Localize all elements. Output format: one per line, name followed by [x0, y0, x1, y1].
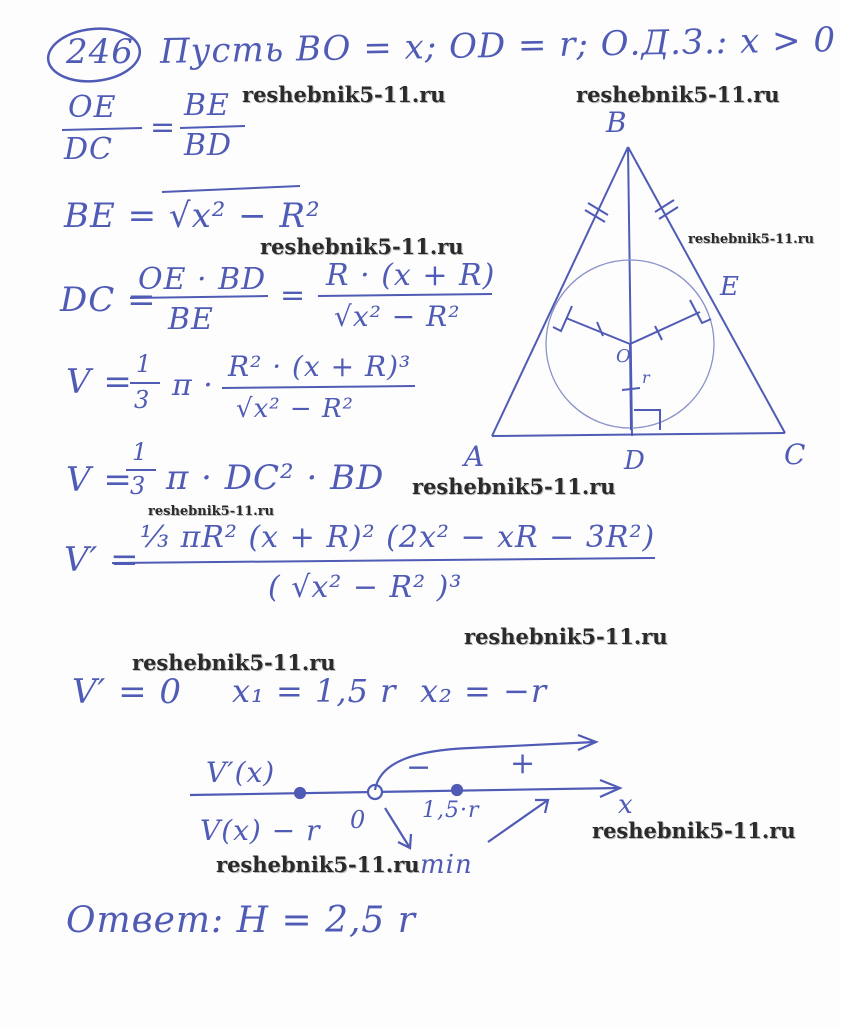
ratio-den-right: BD: [184, 128, 233, 163]
be-formula: BE = √x² − R²: [64, 196, 321, 236]
v2-rest: π · DC² · BD: [166, 458, 385, 498]
dc-bar-2: [318, 294, 492, 296]
v1-num: R² · (x + R)³: [228, 350, 412, 383]
dc-lhs: DC =: [60, 280, 157, 320]
watermark: reshebnik5-11.ru: [260, 234, 464, 259]
vd-bar: [112, 558, 655, 563]
dc-num-1: OE · BD: [138, 262, 267, 297]
increase-arrow: [488, 800, 548, 842]
vd-num: ⅓ πR² (x + R)² (2x² − xR − 3R²): [140, 520, 656, 555]
side-ab: [492, 147, 628, 436]
watermark: reshebnik5-11.ru: [412, 474, 616, 499]
point-minus-r: [295, 788, 305, 798]
problem-intro: Пусть BO = x; OD = r; О.Д.З.: x > 0: [159, 20, 837, 72]
ratio-eq: =: [150, 110, 177, 145]
ratio-bar-left: [62, 128, 142, 130]
point-1-5r: [452, 785, 462, 795]
watermark: reshebnik5-11.ru: [148, 504, 275, 519]
ratio-num-right: BE: [184, 88, 230, 123]
v1-pi: π ·: [172, 368, 214, 403]
point-e: E: [720, 272, 740, 302]
v2-coef-den: 3: [130, 472, 147, 500]
watermark: reshebnik5-11.ru: [592, 818, 796, 843]
nl-plus: +: [510, 746, 537, 781]
v2-lhs: V =: [66, 460, 133, 500]
nl-zero: 0: [350, 806, 367, 834]
vd-lhs: V′ =: [64, 540, 140, 580]
watermark: reshebnik5-11.ru: [464, 624, 668, 649]
decrease-arrow: [385, 808, 410, 848]
v1-den: √x² − R²: [236, 394, 354, 424]
nl-axis: x: [618, 790, 634, 820]
ratio-den-left: DC: [64, 132, 114, 167]
vertex-b: B: [606, 106, 628, 139]
radius-right: [630, 312, 700, 344]
tick-radius-left: [597, 322, 603, 336]
watermark: reshebnik5-11.ru: [688, 232, 815, 247]
watermark: reshebnik5-11.ru: [576, 82, 780, 107]
dc-eq: =: [280, 278, 307, 313]
tick-radius-d: [622, 388, 640, 390]
center-o: O: [616, 346, 632, 367]
point-d: D: [624, 446, 646, 476]
ratio-num-left: OE: [68, 90, 117, 125]
watermark: reshebnik5-11.ru: [216, 852, 420, 877]
answer: Ответ: H = 2,5 r: [66, 900, 416, 941]
nl-label-bottom: V(x) − r: [200, 814, 321, 847]
dc-den-1: BE: [168, 302, 214, 337]
v1-bar: [222, 386, 415, 388]
watermark: reshebnik5-11.ru: [132, 650, 336, 675]
side-bc: [628, 147, 785, 433]
radius-label: r: [642, 368, 651, 387]
nl-label-top: V′(x): [206, 756, 276, 789]
v2-coef-num: 1: [132, 438, 149, 466]
v1-coef-num: 1: [136, 350, 153, 378]
vd-den: ( √x² − R² )³: [268, 570, 463, 605]
vertex-c: C: [784, 438, 807, 471]
nl-minus: −: [406, 750, 433, 785]
root-x2: x₂ = −r: [420, 672, 548, 710]
watermark: reshebnik5-11.ru: [242, 82, 446, 107]
side-ac: [492, 433, 785, 436]
number-line-axis: [190, 788, 620, 795]
dc-den-2: √x² − R²: [334, 300, 461, 333]
v1-coef-den: 3: [134, 386, 151, 414]
v1-lhs: V =: [66, 362, 133, 402]
nl-min: min: [420, 850, 473, 880]
root-x1: x₁ = 1,5 r: [232, 672, 397, 710]
nl-point: 1,5·r: [422, 798, 480, 823]
v-prime-zero: V′ = 0: [72, 672, 183, 712]
dc-num-2: R · (x + R): [326, 258, 496, 293]
problem-number: 246: [66, 32, 134, 72]
triangle-diagram: [492, 147, 785, 436]
vertex-a: A: [464, 440, 486, 473]
be-root-bar: [162, 186, 300, 192]
